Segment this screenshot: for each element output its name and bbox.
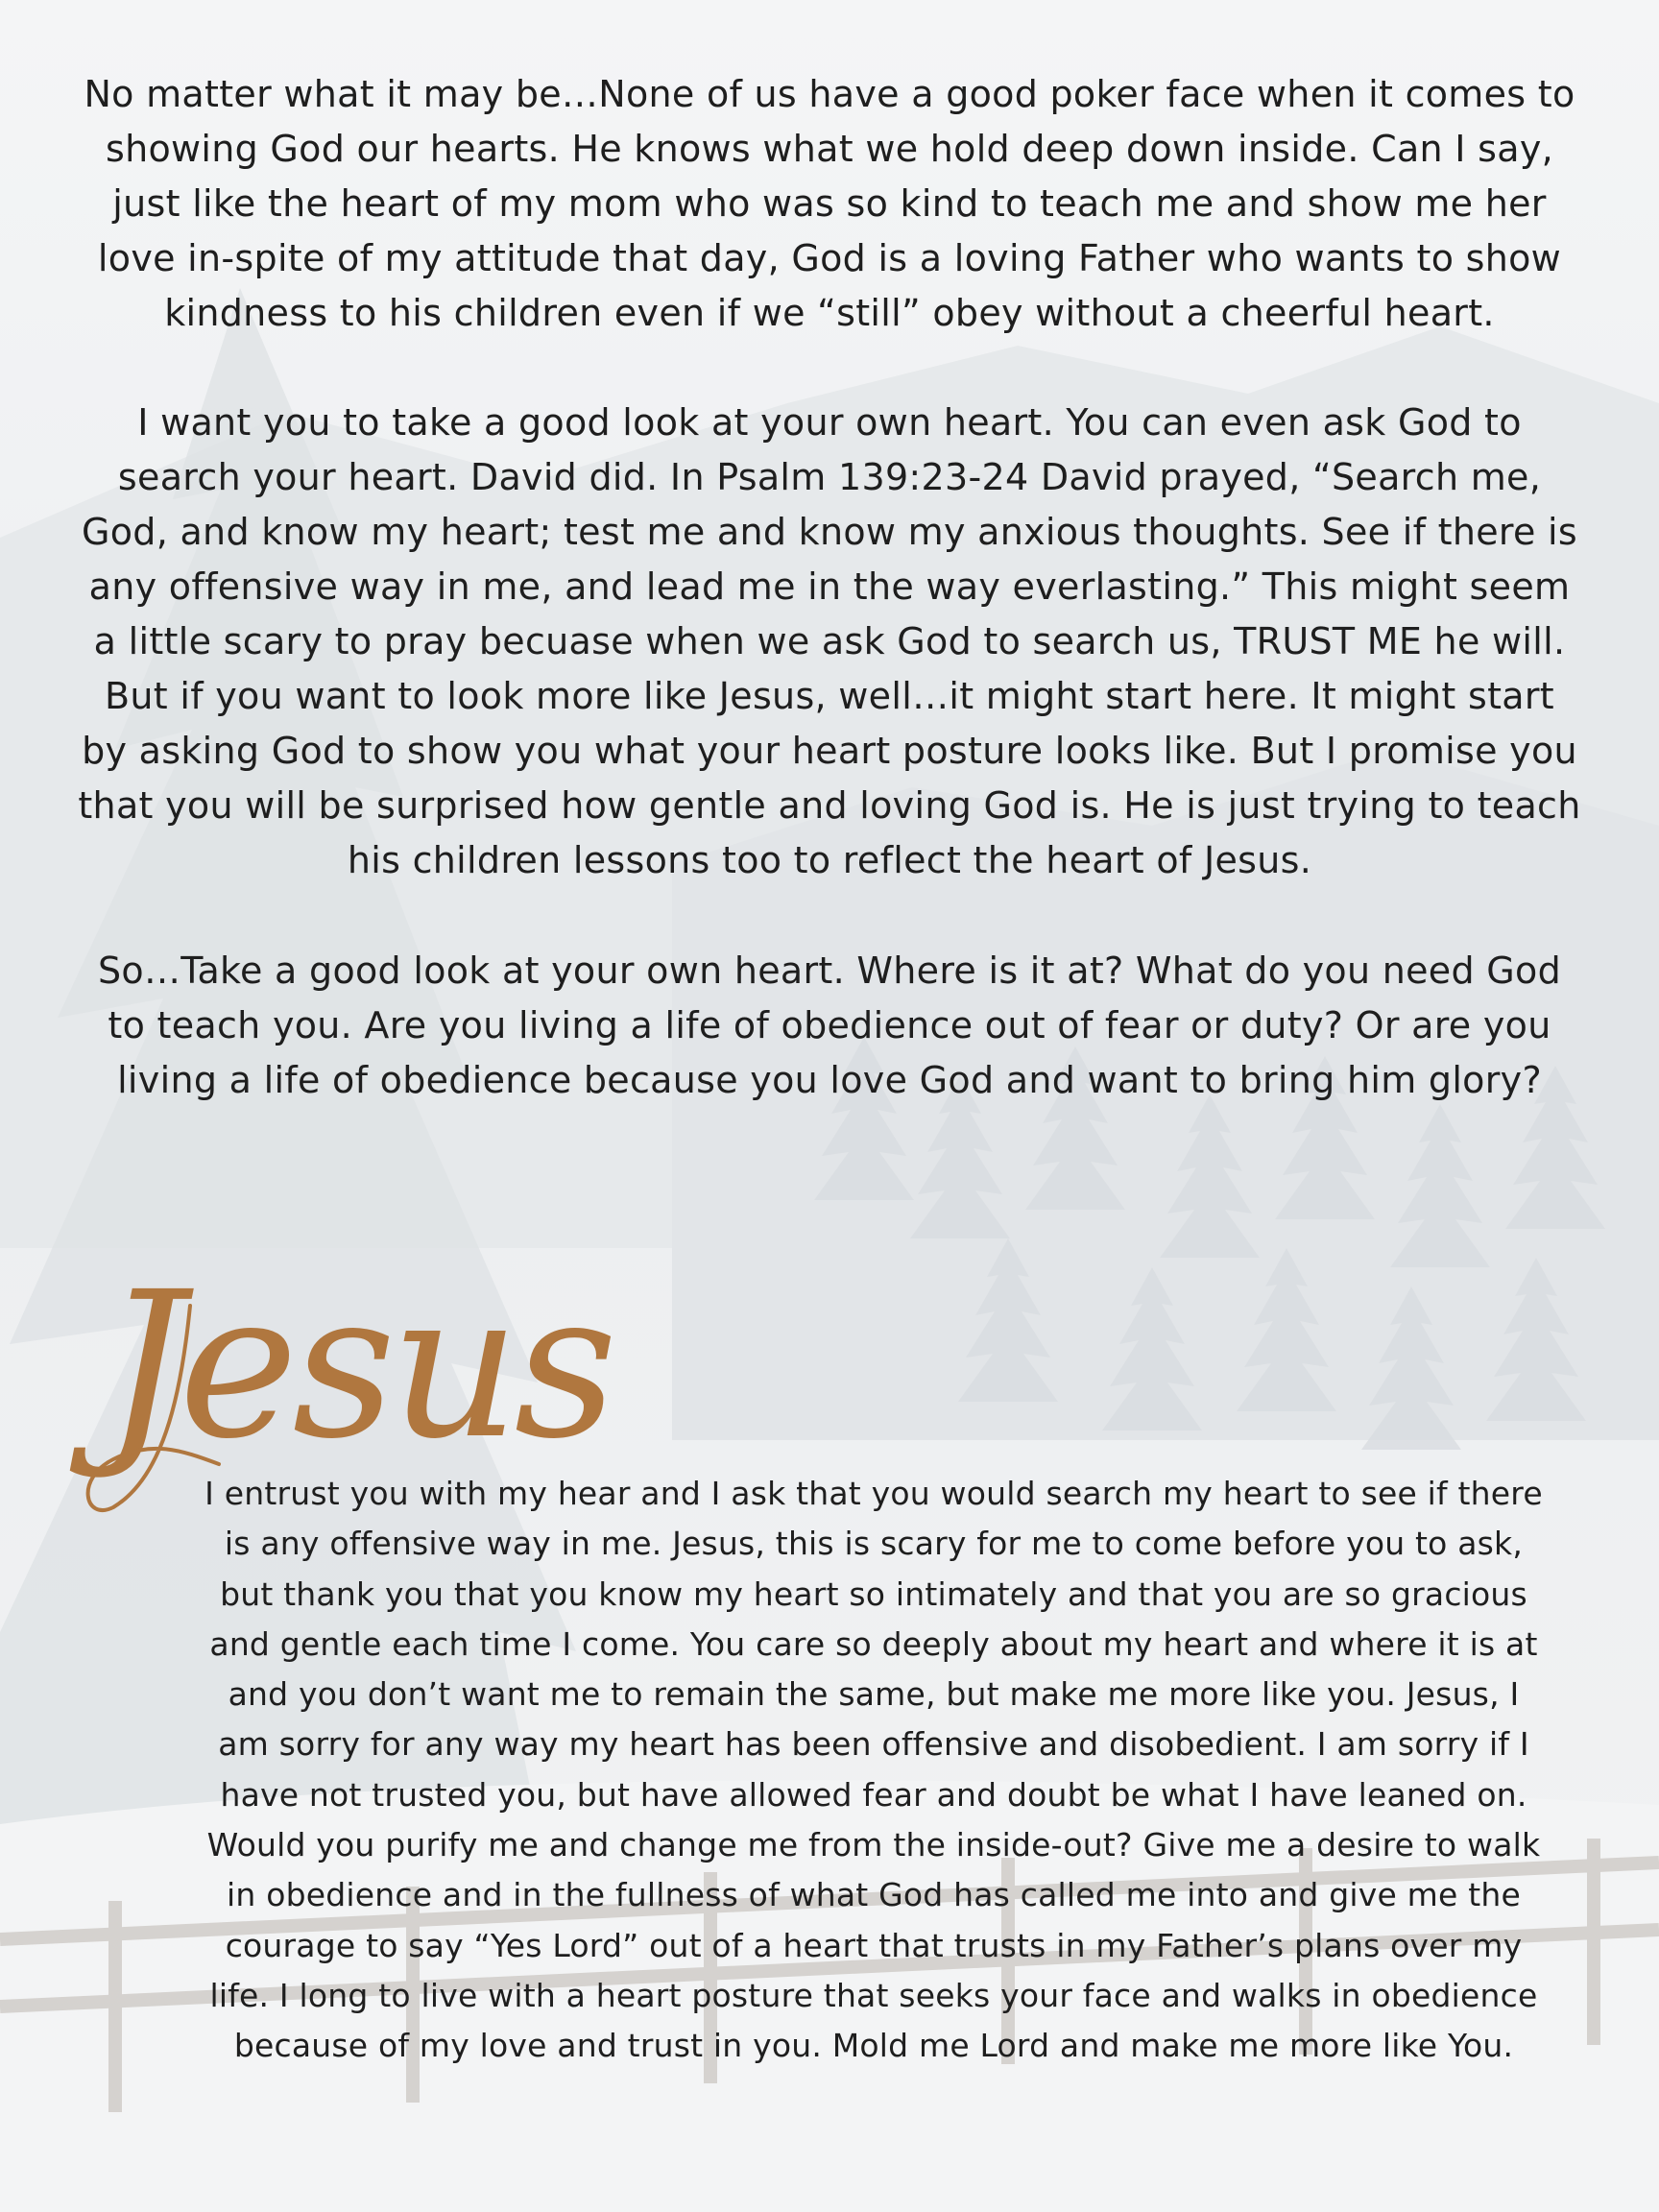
jesus-script-text: Jesus	[104, 1248, 613, 1483]
paragraph-poker-face: No matter what it may be…None of us have a good poker face when it comes to showing God our hearts. He knows what we hold deep down inside. Can I say, just like the heart of my mom who was so kind to teach me and show me her love in-spite of my attitude that day, God is a loving Father who wants to show kindness to his children even if we “still” obey without a cheerful heart.	[84, 73, 1575, 334]
paragraph-search-heart: I want you to take a good look at your own heart. You can even ask God to search your heart. David did. In Psalm 139:23-24 David prayed, “Search me, God, and know my heart; test me and know my anxious thoughts. See if there is any offensive way in me, and lead me in the way everlasting.” This might seem a little scary to pray becuase when we ask God to search us, TRUST ME he will. But if you want to look more like Jesus, well…it might start here. It might start by asking God to show you what your heart posture looks like. But I promise you that you will be surprised how gentle and loving God is. He is just trying to teach his children lessons too to reflect the heart of Jesus.	[78, 401, 1581, 881]
prayer-text: I entrust you with my hear and I ask that you would search my heart to see if there is any offensive way in me. Jesus, this is scary for me to come before you to ask, but thank you that you know my heart so intimately and that you are so gracious and gentle each time I come. You care so deeply about my heart and where it is at and you don’t want me to remain the same, but make me more like you. Jesus, I am sorry for any way my heart has been offensive and disobedient. I am sorry if I have not trusted you, but have allowed fear and doubt be what I have leaned on. Would you purify me and change me from the inside-out? Give me a desire to walk in obedience and in the fullness of what God has called me into and give me the courage to say “Yes Lord” out of a heart that trusts in my Father’s plans over my life. I long to live with a heart posture that seeks your face and walks in obedience because of my love and trust in you. Mold me Lord and make me more like You.	[204, 1475, 1543, 2065]
paragraph-take-a-look: So…Take a good look at your own heart. Where is it at? What do you need God to teach you. Are you living a life of obedience out of fear or duty? Or are you living a life of obedience because you love God and want to bring him glory?	[97, 950, 1562, 1101]
